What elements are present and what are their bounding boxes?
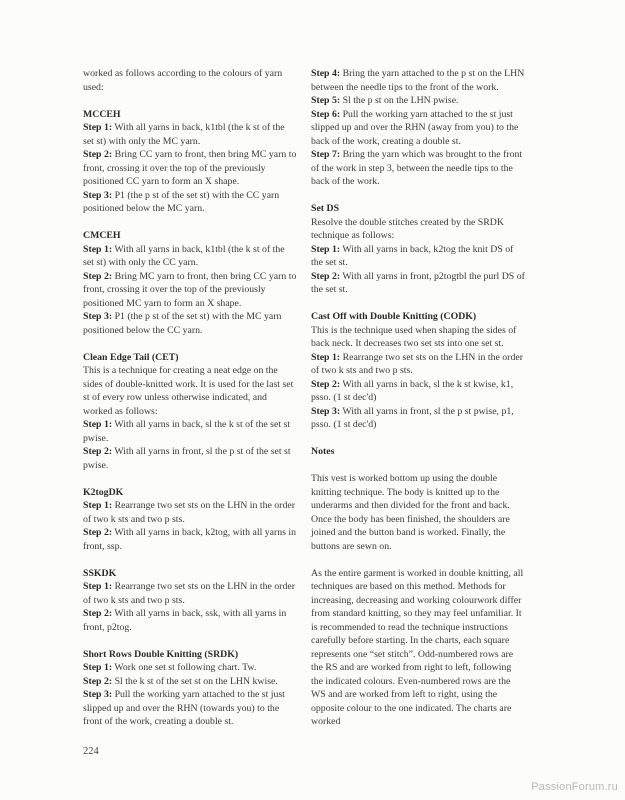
right-column <box>311 67 525 729</box>
step-paragraph: Step 3: With all yarns in front, sl the p st pwise, p1, psso. (1 st dec'd) <box>311 405 514 430</box>
left-column <box>83 67 297 729</box>
section-heading-mcceh: MCCEH <box>83 108 121 120</box>
section-heading-short-rows-double-knitting: Short Rows Double Knitting (SRDK) <box>83 648 239 660</box>
section-heading-clean-edge-tail: Clean Edge Tail (CET) <box>83 351 179 363</box>
step-label: Step 2: <box>83 675 113 687</box>
section-heading-cast-off-double-knitting: Cast Off with Double Knitting (CODK) <box>311 311 477 322</box>
paragraph: This vest is worked bottom up using the double knitting technique. The body is knitted up to the underarms and then divided for the front and back. Once the body has been finished, the shoulders are joined and the button band is worked. Finally, the buttons are sewn on. <box>311 473 510 552</box>
step-label: Step 6: <box>311 108 341 120</box>
step-label: Step 5: <box>311 95 341 106</box>
step-label: Step 3: <box>83 311 113 322</box>
step-label: Step 7: <box>311 149 341 160</box>
paragraph: As the entire garment is worked in double knitting, all techniques are based on this method. Methods for increasing, decreasing and working colourwork differ from standard knitting, so they may feel unfamiliar. It is recommended to read the technique instructions carefully before starting. In the charts, each square represents one “set stitch”. Odd-numbered rows are the RS and are worked from right to left, following the indicated colours. Even-numbered rows are the WS and are worked from left to right, using the opposite colour to the one indicated. The charts are worked <box>311 567 524 727</box>
paragraph: This is a technique for creating a neat edge on the sides of double-knitted work. It is used for the last set st of every row unless otherwise indicated, and worked as follows: <box>83 365 294 417</box>
step-label: Step 2: <box>311 378 341 390</box>
step-label: Step 2: <box>311 270 341 282</box>
step-label: Step 2: <box>83 270 113 282</box>
page-number: 224 <box>83 746 99 757</box>
step-label: Step 3: <box>83 189 113 201</box>
step-paragraph: Step 2: With all yarns in front, sl the p st of the set st pwise. <box>83 446 291 471</box>
step-label: Step 3: <box>83 689 113 700</box>
section-heading-k2togdk: K2togDK <box>83 486 124 498</box>
step-paragraph: Step 3: P1 (the p st of the set st) with the MC yarn positioned below the CC yarn. <box>83 311 282 336</box>
step-label: Step 1: <box>311 243 341 255</box>
step-label: Step 1: <box>83 581 113 592</box>
section-heading-sskdk: SSKDK <box>83 567 117 579</box>
step-paragraph: Step 1: Rearrange two set sts on the LHN in the order of two k sts and two p sts. <box>83 500 295 525</box>
section-heading-notes: Notes <box>311 446 335 457</box>
step-label: Step 3: <box>311 405 341 417</box>
step-label: Step 2: <box>83 527 113 538</box>
step-paragraph: Step 1: Rearrange two set sts on the LHN in the order of two k sts and two p sts. <box>311 351 523 376</box>
two-column-text-area <box>83 67 525 729</box>
step-paragraph: Step 5: Sl the p st on the LHN pwise. <box>311 95 459 106</box>
step-paragraph: Step 1: With all yarns in back, k2tog the knit DS of the set st. <box>311 243 514 268</box>
step-paragraph: Step 1: With all yarns in back, k1tbl (the k st of the set st) with only the CC yarn. <box>83 243 285 268</box>
paragraph: worked as follows according to the colours of yarn used: <box>83 68 283 93</box>
step-label: Step 4: <box>311 68 341 79</box>
step-label: Step 1: <box>83 122 113 133</box>
paragraph: Resolve the double stitches created by the SRDK technique as follows: <box>311 216 504 241</box>
step-paragraph: Step 2: With all yarns in front, p2togtbl the purl DS of the set st. <box>311 270 525 295</box>
section-heading-cmceh: CMCEH <box>83 230 121 241</box>
step-paragraph: Step 4: Bring the yarn attached to the p st on the LHN between the needle tips to the front of the work. <box>311 68 525 93</box>
step-label: Step 2: <box>83 149 113 160</box>
step-paragraph: Step 1: With all yarns in back, sl the k st of the set st pwise. <box>83 419 291 444</box>
step-paragraph: Step 1: With all yarns in back, k1tbl (the k st of the set st) with only the MC yarn. <box>83 122 285 147</box>
step-paragraph: Step 3: P1 (the p st of the set st) with the CC yarn positioned below the MC yarn. <box>83 189 280 214</box>
step-label: Step 1: <box>83 243 113 255</box>
step-paragraph: Step 6: Pull the working yarn attached to the st just slipped up and over the RHN (away from you) to the back of the work, creating a double st. <box>311 108 519 147</box>
step-paragraph: Step 3: Pull the working yarn attached to the st just slipped up and over the RHN (towards you) to the front of the work, creating a double st. <box>83 689 285 727</box>
step-paragraph: Step 2: With all yarns in back, k2tog, with all yarns in front, ssp. <box>83 527 297 552</box>
step-paragraph: Step 1: Work one set st following chart. Tw. <box>83 662 257 673</box>
step-paragraph: Step 2: Bring CC yarn to front, then bring MC yarn to front, crossing it over the top of the previously positioned CC yarn to form an X shape. <box>83 149 297 187</box>
paragraph: This is the technique used when shaping the sides of back neck. It decreases two set sts into one set st. <box>311 324 517 349</box>
step-paragraph: Step 2: With all yarns in back, sl the k st kwise, k1, psso. (1 st dec'd) <box>311 378 514 403</box>
section-heading-set-ds: Set DS <box>311 203 340 214</box>
step-label: Step 1: <box>311 351 341 363</box>
step-paragraph: Step 2: With all yarns in back, ssk, with all yarns in front, p2tog. <box>83 608 287 633</box>
step-label: Step 1: <box>83 500 113 511</box>
step-paragraph: Step 2: Sl the k st of the set st on the LHN kwise. <box>83 675 278 687</box>
step-label: Step 1: <box>83 662 113 673</box>
step-label: Step 1: <box>83 419 113 430</box>
step-paragraph: Step 2: Bring MC yarn to front, then bring CC yarn to front, crossing it over the top of the previously positioned MC yarn to form an X shape. <box>83 270 297 309</box>
step-paragraph: Step 1: Rearrange two set sts on the LHN in the order of two k sts and two p sts. <box>83 581 295 606</box>
step-label: Step 2: <box>83 446 113 457</box>
watermark-text: PassionForum.ru <box>531 781 618 793</box>
step-label: Step 2: <box>83 608 113 619</box>
step-paragraph: Step 7: Bring the yarn which was brought to the front of the work in step 3, between the needle tips to the back of the work. <box>311 149 523 187</box>
